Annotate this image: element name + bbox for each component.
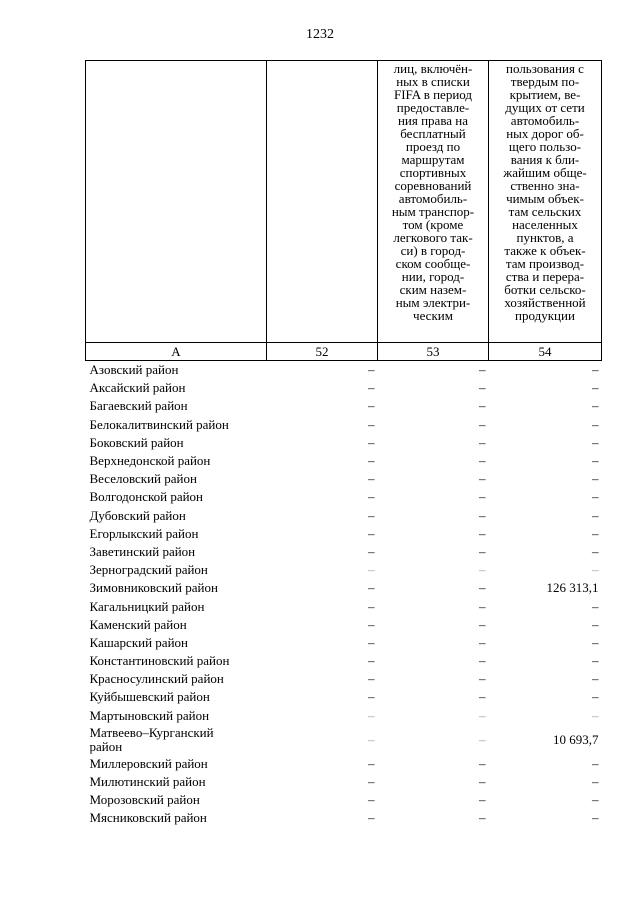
value-cell-54: – <box>592 507 599 523</box>
header-cell-53: лиц, включён- ных в списки FIFA в период предоставле- ния права на бесплатный проезд по маршрутам спортивных соревнований автомобиль- ным транспор- том (кроме легкового так- си) в город- ском сообще- нии, город- ским назем- ным электри- ческим <box>378 61 489 343</box>
header-cell-52 <box>267 61 378 343</box>
table-row <box>86 688 602 706</box>
value-cell-52: – <box>368 616 375 632</box>
value-cell-53: – <box>479 755 486 771</box>
data-table <box>85 60 602 828</box>
page-number: 1232 <box>306 27 334 42</box>
table-row <box>86 707 602 725</box>
table-row <box>86 361 602 380</box>
value-cell-53: – <box>479 810 486 826</box>
value-cell-52: – <box>368 634 375 650</box>
value-cell-52: – <box>368 562 375 578</box>
value-cell-54: – <box>592 774 599 790</box>
district-name-cell: Кагальницкий район <box>89 598 205 614</box>
column-number-52: 52 <box>267 343 378 361</box>
value-cell-54: – <box>592 434 599 450</box>
table-row <box>86 616 602 634</box>
district-name-cell: Константиновский район <box>89 653 230 669</box>
value-cell-53: – <box>479 434 486 450</box>
table-row <box>86 670 602 688</box>
table-row <box>86 561 602 579</box>
value-cell-53: – <box>479 580 486 596</box>
column-number-54: 54 <box>489 343 602 361</box>
value-cell-54: – <box>592 543 599 559</box>
value-cell-52: – <box>368 810 375 826</box>
district-name-cell: Верхнедонской район <box>89 453 211 469</box>
value-cell-53: – <box>479 543 486 559</box>
value-cell-54: – <box>592 671 599 687</box>
district-name-cell: Матвеево–Курганский район <box>89 724 214 754</box>
value-cell-54: 10 693,7 <box>553 731 599 747</box>
value-cell-54: – <box>592 453 599 469</box>
value-cell-53: – <box>479 653 486 669</box>
value-cell-53: – <box>479 398 486 414</box>
value-cell-53: – <box>479 616 486 632</box>
district-name-cell: Красносулинский район <box>89 671 224 687</box>
district-name-cell: Веселовский район <box>89 471 197 487</box>
value-cell-52: – <box>368 774 375 790</box>
value-cell-54: – <box>592 398 599 414</box>
district-name-cell: Миллеровский район <box>89 755 208 771</box>
table-row <box>86 397 602 415</box>
value-cell-52: – <box>368 543 375 559</box>
value-cell-52: – <box>368 707 375 723</box>
value-cell-53: – <box>479 380 486 396</box>
value-cell-52: – <box>368 471 375 487</box>
value-cell-53: – <box>479 792 486 808</box>
value-cell-54: – <box>592 525 599 541</box>
district-name-cell: Кашарский район <box>89 634 188 650</box>
table-row <box>86 597 602 615</box>
table-row <box>86 488 602 506</box>
value-cell-52: – <box>368 689 375 705</box>
value-cell-54: – <box>592 489 599 505</box>
value-cell-52: – <box>368 398 375 414</box>
value-cell-54: – <box>592 562 599 578</box>
value-cell-53: – <box>479 507 486 523</box>
district-name-cell: Аксайский район <box>89 380 186 396</box>
table-row <box>86 809 602 827</box>
table-row <box>86 579 602 597</box>
table-row <box>86 507 602 525</box>
table-row <box>86 434 602 452</box>
value-cell-52: – <box>368 792 375 808</box>
value-cell-53: – <box>479 362 486 378</box>
value-cell-54: – <box>592 634 599 650</box>
district-name-cell: Егорлыкский район <box>89 525 199 541</box>
value-cell-53: – <box>479 634 486 650</box>
header-cell-54: пользования с твердым по- крытием, ве- дущих от сети автомобиль- ных дорог об- щего пользо- вания к бли- жайшим обще- ственно зна- чимым объек- там сельских населенных пунктов, а также к объек- там производ- ства и перера- ботки сельско- хозяйственной продукции <box>489 61 602 343</box>
header-row <box>86 61 602 343</box>
value-cell-54: – <box>592 792 599 808</box>
value-cell-53: – <box>479 489 486 505</box>
value-cell-54: – <box>592 707 599 723</box>
value-cell-53: – <box>479 689 486 705</box>
value-cell-52: – <box>368 434 375 450</box>
value-cell-53: – <box>479 731 486 747</box>
district-name-cell: Белокалитвинский район <box>89 416 229 432</box>
district-name-cell: Каменский район <box>89 616 187 632</box>
value-cell-53: – <box>479 774 486 790</box>
table-row <box>86 791 602 809</box>
district-name-cell: Мартыновский район <box>89 707 210 723</box>
value-cell-54: – <box>592 380 599 396</box>
value-cell-52: – <box>368 580 375 596</box>
district-name-cell: Куйбышевский район <box>89 689 210 705</box>
value-cell-54: – <box>592 471 599 487</box>
value-cell-54: – <box>592 689 599 705</box>
district-name-cell: Волгодонской район <box>89 489 204 505</box>
table-row <box>86 652 602 670</box>
table-row <box>86 416 602 434</box>
value-cell-53: – <box>479 416 486 432</box>
value-cell-52: – <box>368 755 375 771</box>
value-cell-52: – <box>368 453 375 469</box>
value-cell-54: – <box>592 653 599 669</box>
table-row <box>86 379 602 397</box>
column-number-a: А <box>86 343 267 361</box>
table-row <box>86 755 602 773</box>
table-row <box>86 725 602 755</box>
header-cell-a <box>86 61 267 343</box>
table-row <box>86 773 602 791</box>
value-cell-52: – <box>368 598 375 614</box>
value-cell-52: – <box>368 507 375 523</box>
table-row <box>86 452 602 470</box>
table-row <box>86 634 602 652</box>
table-row <box>86 543 602 561</box>
value-cell-54: – <box>592 416 599 432</box>
value-cell-52: – <box>368 489 375 505</box>
value-cell-53: – <box>479 598 486 614</box>
table-row <box>86 525 602 543</box>
district-name-cell: Боковский район <box>89 434 184 450</box>
district-name-cell: Заветинский район <box>89 543 196 559</box>
district-name-cell: Зимовниковский район <box>89 580 218 596</box>
column-number-53: 53 <box>378 343 489 361</box>
district-name-cell: Багаевский район <box>89 398 188 414</box>
value-cell-54: – <box>592 598 599 614</box>
value-cell-52: – <box>368 362 375 378</box>
district-name-cell: Азовский район <box>89 362 179 378</box>
district-name-cell: Морозовский район <box>89 792 200 808</box>
value-cell-52: – <box>368 380 375 396</box>
value-cell-53: – <box>479 453 486 469</box>
value-cell-53: – <box>479 707 486 723</box>
value-cell-52: – <box>368 653 375 669</box>
value-cell-52: – <box>368 671 375 687</box>
value-cell-54: 126 313,1 <box>546 580 599 596</box>
value-cell-53: – <box>479 671 486 687</box>
value-cell-54: – <box>592 810 599 826</box>
district-name-cell: Зерноградский район <box>89 562 208 578</box>
value-cell-54: – <box>592 362 599 378</box>
value-cell-53: – <box>479 471 486 487</box>
district-name-cell: Дубовский район <box>89 507 186 523</box>
value-cell-53: – <box>479 562 486 578</box>
column-number-row <box>86 343 602 361</box>
value-cell-54: – <box>592 755 599 771</box>
value-cell-53: – <box>479 525 486 541</box>
value-cell-52: – <box>368 525 375 541</box>
value-cell-52: – <box>368 416 375 432</box>
value-cell-52: – <box>368 731 375 747</box>
district-name-cell: Милютинский район <box>89 774 206 790</box>
value-cell-54: – <box>592 616 599 632</box>
table-row <box>86 470 602 488</box>
district-name-cell: Мясниковский район <box>89 810 207 826</box>
